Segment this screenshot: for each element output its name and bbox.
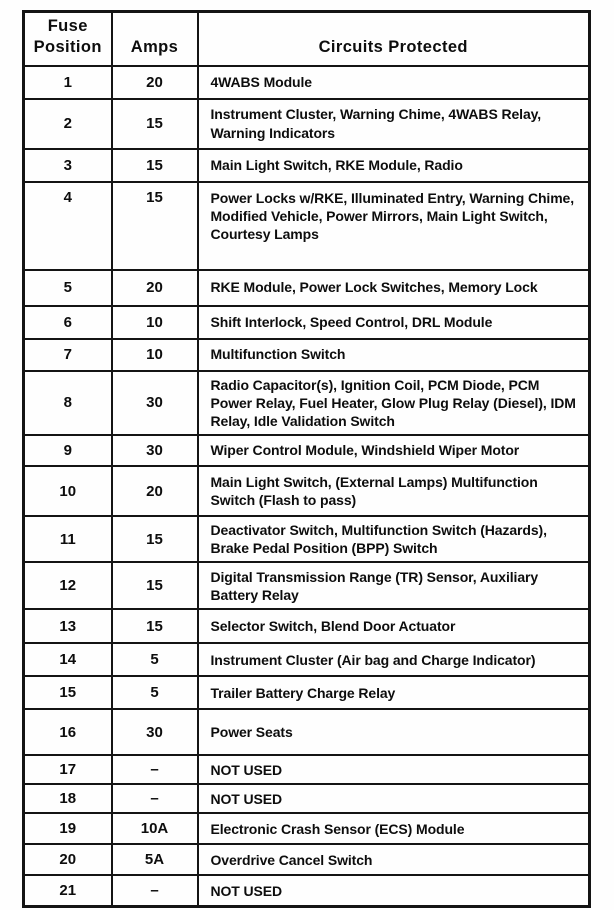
- circuits-cell: NOT USED: [198, 784, 590, 813]
- amps-cell: 15: [112, 99, 198, 149]
- fuse-position-cell: 19: [24, 813, 112, 844]
- circuits-cell: NOT USED: [198, 875, 590, 906]
- table-row: [24, 844, 590, 875]
- header-fuse-position: Fuse Position: [24, 12, 112, 66]
- fuse-position-cell: 14: [24, 643, 112, 676]
- table-row: [24, 562, 590, 609]
- circuits-cell: Main Light Switch, (External Lamps) Multifunction Switch (Flash to pass): [198, 466, 590, 516]
- table-row: [24, 99, 590, 149]
- amps-cell: 10: [112, 306, 198, 339]
- fuse-position-cell: 6: [24, 306, 112, 339]
- amps-cell: –: [112, 755, 198, 784]
- fuse-position-cell: 10: [24, 466, 112, 516]
- amps-cell: 15: [112, 182, 198, 270]
- amps-cell: 15: [112, 609, 198, 643]
- amps-cell: 15: [112, 149, 198, 182]
- fuse-position-cell: 9: [24, 435, 112, 466]
- fuse-position-cell: 7: [24, 339, 112, 371]
- fuse-position-cell: 15: [24, 676, 112, 709]
- fuse-position-cell: 21: [24, 875, 112, 906]
- circuits-cell: Overdrive Cancel Switch: [198, 844, 590, 875]
- table-row: [24, 182, 590, 270]
- fuse-position-cell: 17: [24, 755, 112, 784]
- fuse-position-cell: 5: [24, 270, 112, 306]
- circuits-cell: Main Light Switch, RKE Module, Radio: [198, 149, 590, 182]
- amps-cell: 20: [112, 66, 198, 99]
- fuse-table: [22, 10, 591, 908]
- circuits-cell: NOT USED: [198, 755, 590, 784]
- table-row: [24, 371, 590, 436]
- circuits-cell: Instrument Cluster, Warning Chime, 4WABS Relay, Warning Indicators: [198, 99, 590, 149]
- amps-cell: 30: [112, 371, 198, 436]
- table-row: [24, 709, 590, 755]
- circuits-cell: Power Locks w/RKE, Illuminated Entry, Warning Chime, Modified Vehicle, Power Mirrors, Main Light Switch, Courtesy Lamps: [198, 182, 590, 270]
- circuits-cell: Selector Switch, Blend Door Actuator: [198, 609, 590, 643]
- circuits-cell: Trailer Battery Charge Relay: [198, 676, 590, 709]
- amps-cell: 10: [112, 339, 198, 371]
- circuits-cell: Radio Capacitor(s), Ignition Coil, PCM Diode, PCM Power Relay, Fuel Heater, Glow Plug Relay (Diesel), IDM Relay, Idle Validation Switch: [198, 371, 590, 436]
- header-row: [24, 12, 590, 66]
- table-row: [24, 784, 590, 813]
- fuse-position-cell: 8: [24, 371, 112, 436]
- amps-cell: 30: [112, 435, 198, 466]
- fuse-position-cell: 11: [24, 516, 112, 562]
- circuits-cell: RKE Module, Power Lock Switches, Memory Lock: [198, 270, 590, 306]
- amps-cell: 5A: [112, 844, 198, 875]
- table-row: [24, 306, 590, 339]
- amps-cell: 15: [112, 562, 198, 609]
- table-row: [24, 466, 590, 516]
- fuse-position-cell: 16: [24, 709, 112, 755]
- table-row: [24, 516, 590, 562]
- table-row: [24, 755, 590, 784]
- amps-cell: 20: [112, 270, 198, 306]
- table-row: [24, 339, 590, 371]
- circuits-cell: Multifunction Switch: [198, 339, 590, 371]
- amps-cell: –: [112, 784, 198, 813]
- fuse-position-cell: 12: [24, 562, 112, 609]
- fuse-position-cell: 4: [24, 182, 112, 270]
- header-circuits-protected: Circuits Protected: [198, 12, 590, 66]
- amps-cell: 20: [112, 466, 198, 516]
- table-row: [24, 875, 590, 906]
- header-amps: Amps: [112, 12, 198, 66]
- amps-cell: 30: [112, 709, 198, 755]
- circuits-cell: Digital Transmission Range (TR) Sensor, Auxiliary Battery Relay: [198, 562, 590, 609]
- circuits-cell: Wiper Control Module, Windshield Wiper Motor: [198, 435, 590, 466]
- amps-cell: 15: [112, 516, 198, 562]
- table-row: [24, 66, 590, 99]
- amps-cell: 10A: [112, 813, 198, 844]
- table-row: [24, 643, 590, 676]
- table-row: [24, 149, 590, 182]
- circuits-cell: 4WABS Module: [198, 66, 590, 99]
- circuits-cell: Electronic Crash Sensor (ECS) Module: [198, 813, 590, 844]
- amps-cell: –: [112, 875, 198, 906]
- circuits-cell: Instrument Cluster (Air bag and Charge Indicator): [198, 643, 590, 676]
- table-row: [24, 270, 590, 306]
- amps-cell: 5: [112, 643, 198, 676]
- fuse-position-cell: 1: [24, 66, 112, 99]
- amps-cell: 5: [112, 676, 198, 709]
- fuse-position-cell: 18: [24, 784, 112, 813]
- circuits-cell: Shift Interlock, Speed Control, DRL Module: [198, 306, 590, 339]
- table-row: [24, 609, 590, 643]
- circuits-cell: Deactivator Switch, Multifunction Switch (Hazards), Brake Pedal Position (BPP) Switch: [198, 516, 590, 562]
- table-row: [24, 676, 590, 709]
- circuits-cell: Power Seats: [198, 709, 590, 755]
- table-row: [24, 813, 590, 844]
- fuse-position-cell: 2: [24, 99, 112, 149]
- fuse-position-cell: 13: [24, 609, 112, 643]
- table-row: [24, 435, 590, 466]
- fuse-table-body: [24, 66, 590, 907]
- fuse-position-cell: 3: [24, 149, 112, 182]
- fuse-position-cell: 20: [24, 844, 112, 875]
